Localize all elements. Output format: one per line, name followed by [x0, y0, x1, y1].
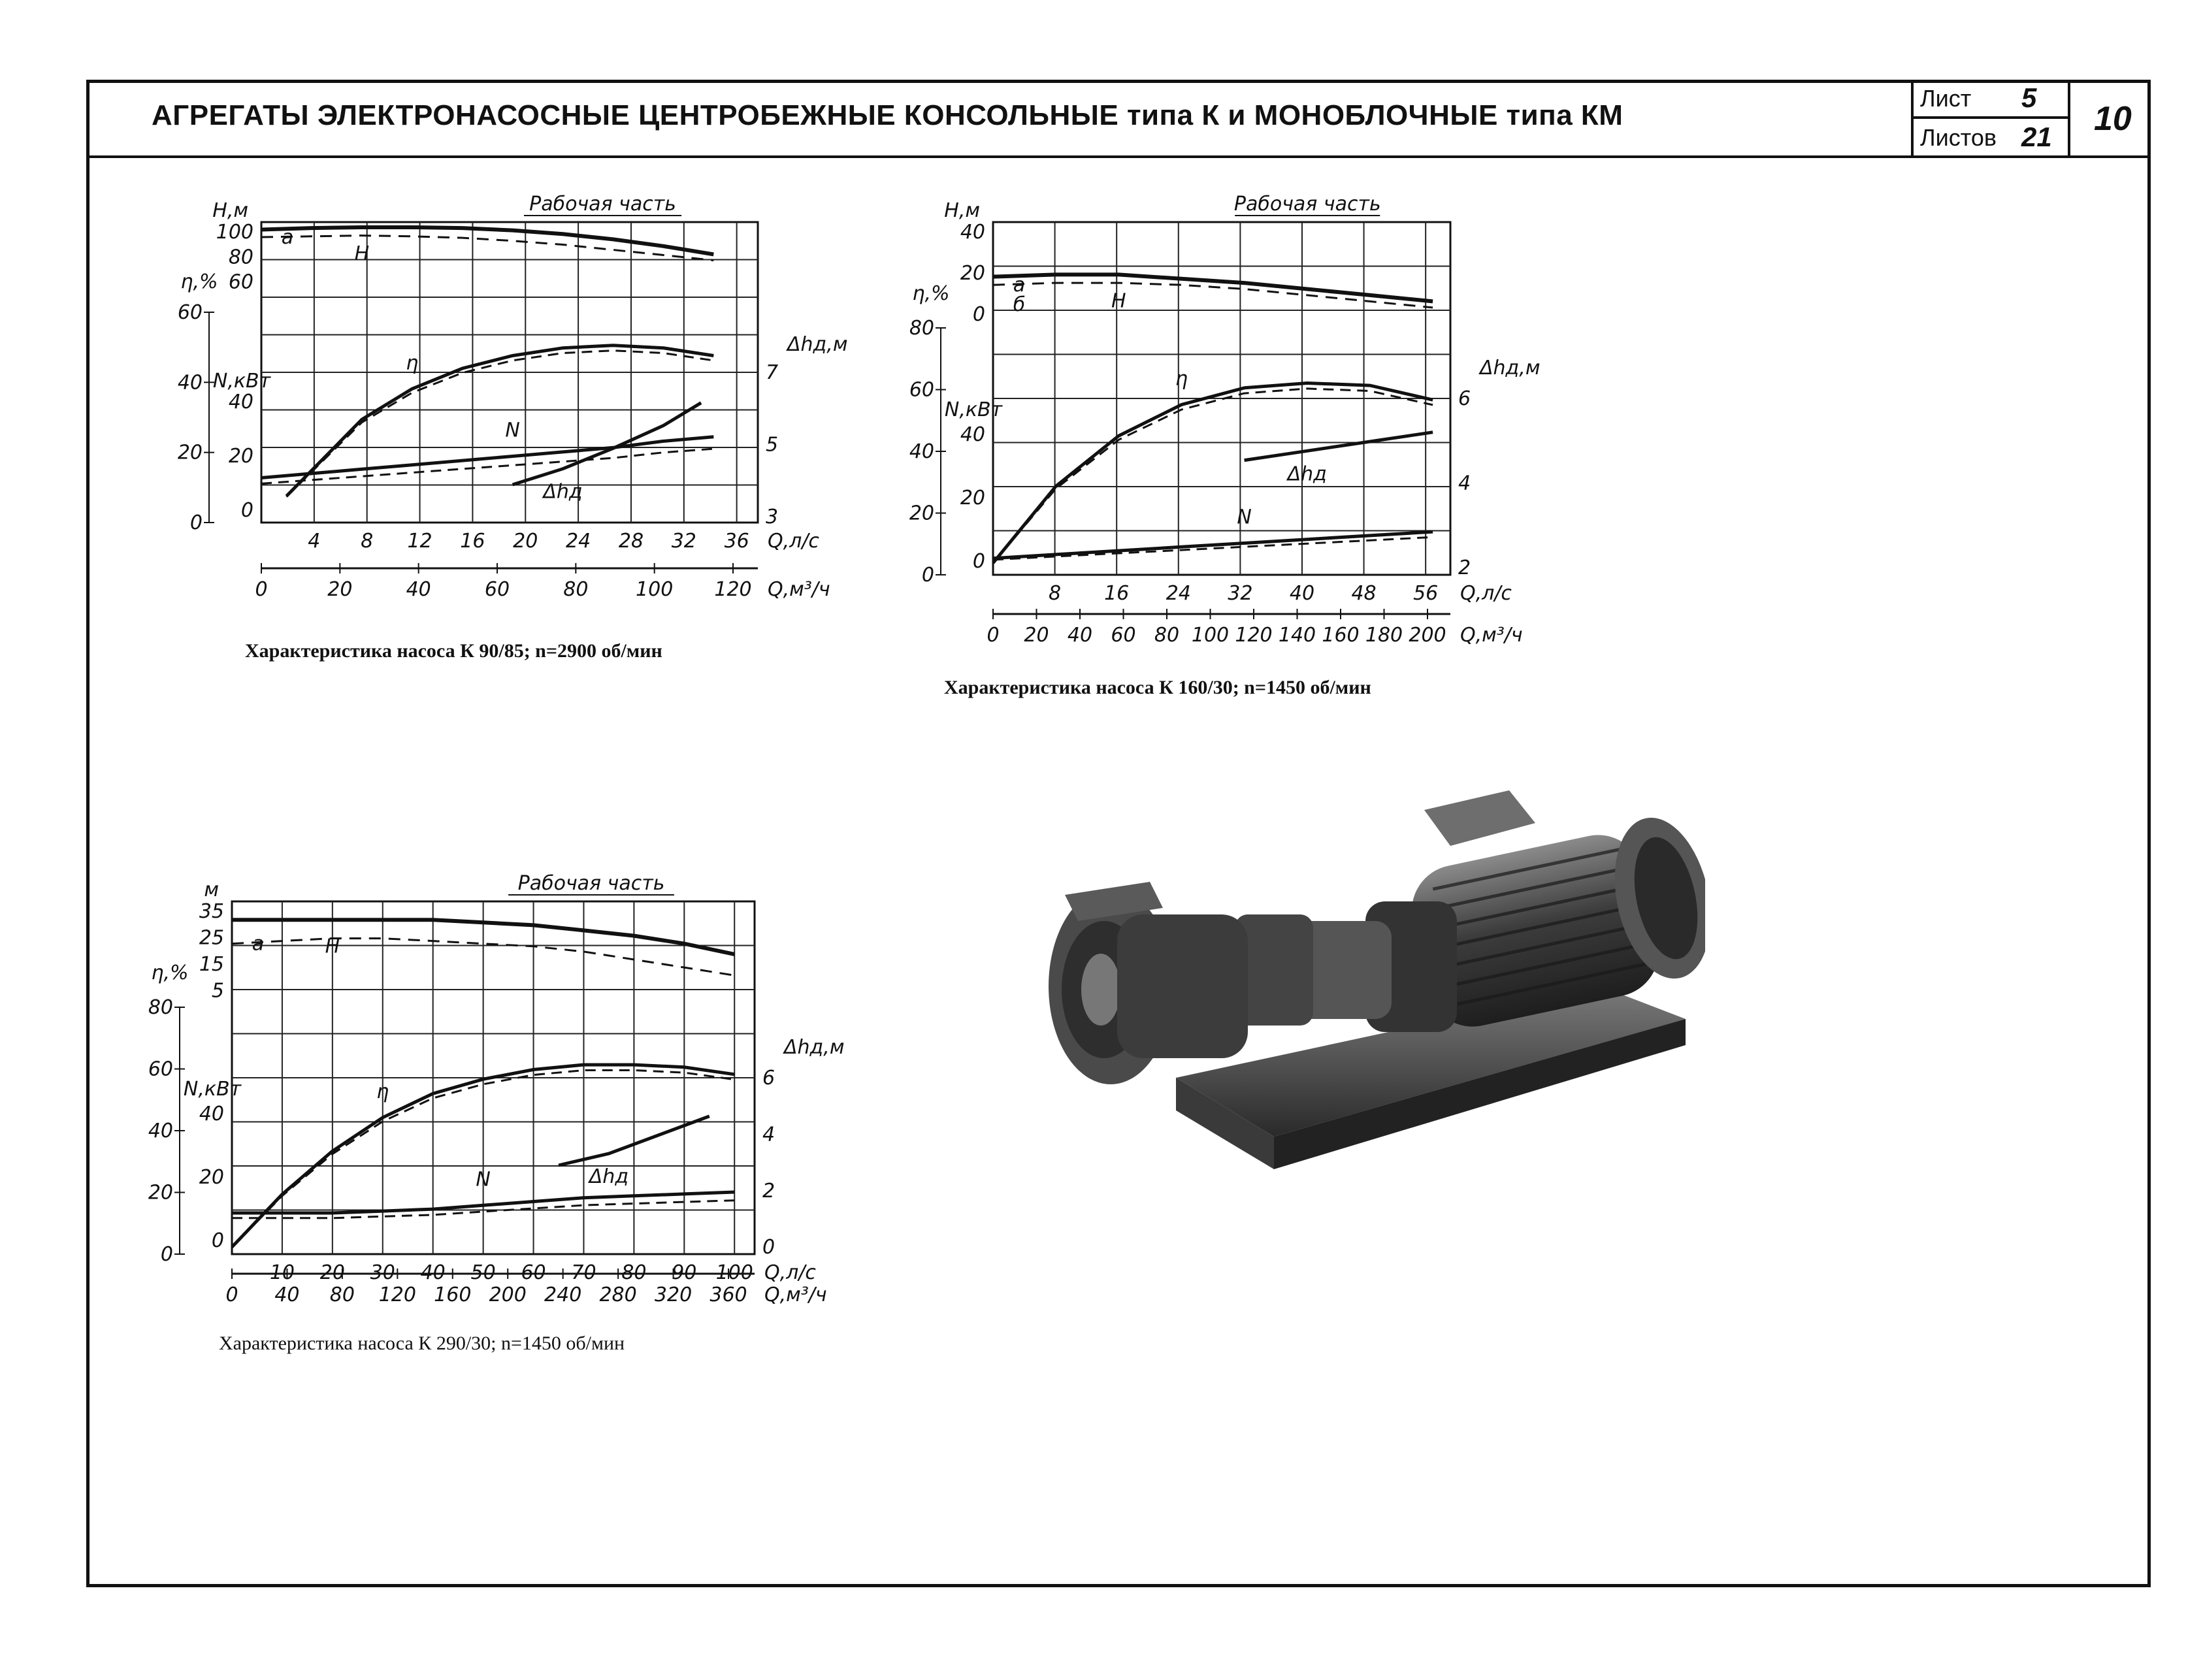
- tick-Q-ls: 20: [319, 1261, 345, 1284]
- tick-eta: 80: [148, 996, 173, 1019]
- tick-Q-ls: 36: [724, 530, 749, 553]
- tick-eta: 0: [189, 511, 203, 534]
- tick-Q-m3: 280: [599, 1284, 637, 1306]
- tick-Q-ls: 60: [521, 1261, 546, 1284]
- plot-group: [178, 193, 848, 601]
- tick-Q-ls: 40: [420, 1261, 446, 1284]
- tick-dh: 6: [762, 1067, 775, 1090]
- pump-drawing: [1039, 771, 1705, 1176]
- tick-Q-m3: 60: [1111, 624, 1136, 647]
- tick-Q-m3: 160: [1322, 624, 1360, 647]
- axis-label-Q-m3: Q,м³/ч: [764, 1284, 827, 1306]
- tick-Q-m3: 60: [484, 578, 510, 601]
- tick-Q-ls: 10: [269, 1261, 295, 1284]
- curve-label-eta: η: [406, 351, 419, 375]
- tick-eta: 0: [921, 564, 934, 587]
- tick-Q-ls: 48: [1351, 582, 1377, 605]
- tick-dh: 2: [1458, 557, 1471, 580]
- curve-N: [261, 437, 713, 478]
- axis-label-Q-m3: Q,м³/ч: [768, 578, 830, 601]
- tick-H: 40: [960, 221, 985, 244]
- tick-H: 25: [199, 926, 224, 950]
- tick-Q-ls: 8: [1049, 582, 1062, 605]
- tick-Q-ls: 80: [621, 1261, 647, 1284]
- tick-Q-m3: 40: [406, 578, 431, 601]
- axis-label-Q-ls: Q,л/с: [768, 530, 819, 553]
- tick-Q-ls: 16: [1104, 582, 1130, 605]
- page-title: АГРЕГАТЫ ЭЛЕКТРОНАСОСНЫЕ ЦЕНТРОБЕЖНЫЕ КОНСОЛЬНЫЕ типа К и МОНОБЛОЧНЫЕ типа КМ: [152, 99, 1623, 131]
- tick-H: 5: [211, 979, 224, 1003]
- work-range-label: Рабочая часть: [1233, 193, 1381, 216]
- tick-Q-m3: 140: [1278, 624, 1316, 647]
- curve-label-H: H: [325, 935, 340, 958]
- tick-Q-m3: 100: [1191, 624, 1230, 647]
- tick-Q-ls: 28: [618, 530, 644, 553]
- page-number-box: [2068, 80, 2151, 158]
- sheets-row: [1914, 119, 2070, 158]
- axis-label-dh: Δhд,м: [1480, 357, 1541, 380]
- axis-label-N: N,кВт: [944, 398, 1003, 421]
- tick-Q-m3: 120: [378, 1284, 416, 1306]
- tick-N: 0: [972, 550, 985, 573]
- tick-H: 15: [199, 953, 224, 976]
- tick-Q-ls: 30: [370, 1261, 395, 1284]
- tick-dh: 3: [766, 505, 779, 528]
- tick-eta: 40: [909, 440, 934, 463]
- curve-label-H: H: [1111, 289, 1126, 313]
- tick-H: 20: [960, 262, 985, 285]
- tick-Q-ls: 40: [1289, 582, 1315, 605]
- axis-label-eta: η,%: [912, 282, 950, 305]
- sheet-value: 5: [2021, 82, 2037, 113]
- axis-label-eta: η,%: [151, 961, 189, 984]
- tick-eta: 80: [909, 317, 934, 340]
- tick-Q-m3: 100: [636, 578, 674, 601]
- tick-H: 60: [228, 270, 253, 294]
- tick-dh: 2: [762, 1179, 775, 1203]
- curve-label-H: H: [354, 242, 370, 265]
- tick-Q-m3: 180: [1365, 624, 1403, 647]
- tick-Q-ls: 50: [470, 1261, 496, 1284]
- tick-Q-m3: 160: [434, 1284, 472, 1306]
- tick-eta: 0: [160, 1243, 173, 1266]
- caption-k290-30: Характеристика насоса К 290/30; n=1450 об/мин: [219, 1333, 625, 1354]
- tick-eta: 20: [148, 1181, 173, 1204]
- caption-k90-85: Характеристика насоса К 90/85; n=2900 об/мин: [245, 640, 662, 662]
- work-range-label: Рабочая часть: [517, 872, 665, 895]
- tick-N: 0: [240, 498, 253, 522]
- sheets-value: 21: [2021, 121, 2052, 152]
- tick-dh: 4: [1458, 472, 1471, 495]
- tick-Q-ls: 32: [671, 530, 696, 553]
- tick-Q-m3: 200: [489, 1284, 527, 1306]
- chart-k290-30: [148, 872, 845, 1319]
- curve-dh: [1245, 432, 1433, 460]
- curve-label-a: а: [1013, 274, 1026, 297]
- curve-label-dh: Δhд: [543, 480, 583, 504]
- tick-Q-m3: 360: [710, 1284, 747, 1306]
- tick-Q-m3: 120: [714, 578, 752, 601]
- curve-label-dh: Δhд: [589, 1165, 629, 1189]
- tick-Q-ls: 12: [407, 530, 432, 553]
- curve-eta: [287, 346, 714, 496]
- caption-k160-30: Характеристика насоса К 160/30; n=1450 об/мин: [944, 677, 1371, 698]
- curve-H-a: [261, 236, 713, 261]
- tick-Q-m3: 40: [274, 1284, 300, 1306]
- tick-Q-ls: 100: [715, 1261, 753, 1284]
- tick-N: 40: [199, 1102, 224, 1125]
- curve-label-a: а: [252, 932, 265, 956]
- curve-label-a: а: [281, 225, 294, 249]
- tick-dh: 5: [766, 433, 779, 457]
- curve-N-dashed: [993, 537, 1433, 560]
- tick-N: 40: [960, 423, 985, 446]
- curve-dh: [513, 403, 702, 485]
- tick-Q-ls: 24: [1166, 582, 1191, 605]
- tick-eta: 20: [909, 502, 934, 525]
- curve-N: [993, 532, 1433, 558]
- axis-label-Q-ls: Q,л/с: [1460, 582, 1512, 605]
- tick-H: 35: [199, 900, 224, 923]
- tick-Q-ls: 70: [571, 1261, 596, 1284]
- tick-N: 0: [211, 1229, 224, 1253]
- work-range-label: Рабочая часть: [529, 193, 676, 216]
- axis-label-eta: η,%: [180, 270, 218, 294]
- curve-label-N: N: [1237, 506, 1252, 529]
- curve-label-eta: η: [1175, 367, 1188, 391]
- tick-eta: 60: [148, 1058, 173, 1081]
- tick-Q-m3: 80: [563, 578, 589, 601]
- tick-dh: 4: [762, 1123, 775, 1146]
- tick-Q-m3: 0: [987, 624, 1000, 647]
- tick-N: 20: [199, 1166, 224, 1189]
- axis-label-Q-ls: Q,л/с: [764, 1261, 816, 1284]
- chart-svg: [148, 872, 845, 1319]
- plot-group: [909, 193, 1541, 647]
- chart-svg: [909, 193, 1541, 653]
- tick-eta: 40: [148, 1120, 173, 1142]
- tick-H: 80: [228, 246, 253, 269]
- tick-Q-m3: 0: [225, 1284, 238, 1306]
- axis-label-H: м: [204, 879, 219, 901]
- tick-eta: 60: [177, 301, 203, 324]
- sheet-label: Лист: [1920, 85, 1972, 112]
- tick-Q-ls: 16: [460, 530, 485, 553]
- axis-label-dh: Δhд,м: [787, 333, 848, 356]
- curve-label-N: N: [505, 419, 520, 442]
- axis-label-N: N,кВт: [212, 370, 271, 393]
- axis-label-H: Н,м: [212, 199, 248, 222]
- curve-label-b: б: [1013, 293, 1026, 317]
- sheets-label: Листов: [1920, 124, 1997, 151]
- tick-Q-m3: 240: [544, 1284, 582, 1306]
- axis-label-H: Н,м: [944, 199, 980, 222]
- tick-Q-ls: 32: [1228, 582, 1253, 605]
- tick-dh: 7: [766, 361, 779, 384]
- tick-Q-m3: 320: [654, 1284, 693, 1306]
- tick-Q-ls: 20: [513, 530, 538, 553]
- sheet-info-box: [1911, 80, 2068, 158]
- axis-label-Q-m3: Q,м³/ч: [1460, 624, 1523, 647]
- tick-eta: 60: [909, 378, 934, 402]
- tick-Q-ls: 8: [361, 530, 374, 553]
- axis-label-N: N,кВт: [183, 1078, 242, 1101]
- tick-Q-ls: 90: [672, 1261, 697, 1284]
- tick-Q-ls: 56: [1413, 582, 1439, 605]
- curve-H: [993, 274, 1433, 301]
- tick-H: 100: [216, 221, 253, 244]
- pump-unit-illustration: [1039, 771, 1705, 1176]
- tick-Q-m3: 120: [1235, 624, 1273, 647]
- curve-label-dh: Δhд: [1287, 462, 1327, 486]
- curve-label-N: N: [476, 1168, 491, 1191]
- tick-Q-m3: 80: [1154, 624, 1180, 647]
- tick-Q-ls: 24: [566, 530, 591, 553]
- tick-N: 20: [960, 487, 985, 509]
- axis-label-dh: Δhд,м: [784, 1036, 845, 1059]
- tick-Q-ls: 4: [308, 530, 321, 553]
- plot-group: [148, 872, 845, 1306]
- tick-Q-m3: 40: [1067, 624, 1093, 647]
- tick-N: 40: [228, 391, 253, 414]
- chart-k90-85: [177, 193, 848, 601]
- page-number: 10: [2094, 100, 2132, 138]
- tick-N: 20: [228, 445, 253, 468]
- sheet-row: [1914, 80, 2070, 119]
- tick-Q-m3: 80: [329, 1284, 355, 1306]
- tick-Q-m3: 0: [255, 578, 268, 601]
- curve-label-eta: η: [376, 1080, 389, 1103]
- tick-Q-m3: 200: [1409, 624, 1446, 647]
- tick-eta: 20: [177, 441, 203, 464]
- tick-H: 0: [972, 303, 985, 326]
- tick-dh: 0: [762, 1236, 775, 1259]
- chart-svg: [177, 193, 848, 601]
- tick-Q-m3: 20: [1024, 624, 1049, 647]
- tick-Q-m3: 20: [327, 578, 353, 601]
- tick-eta: 40: [177, 371, 203, 395]
- tick-dh: 6: [1458, 387, 1471, 410]
- chart-k160-30: [909, 193, 1541, 653]
- curve-H: [261, 227, 713, 254]
